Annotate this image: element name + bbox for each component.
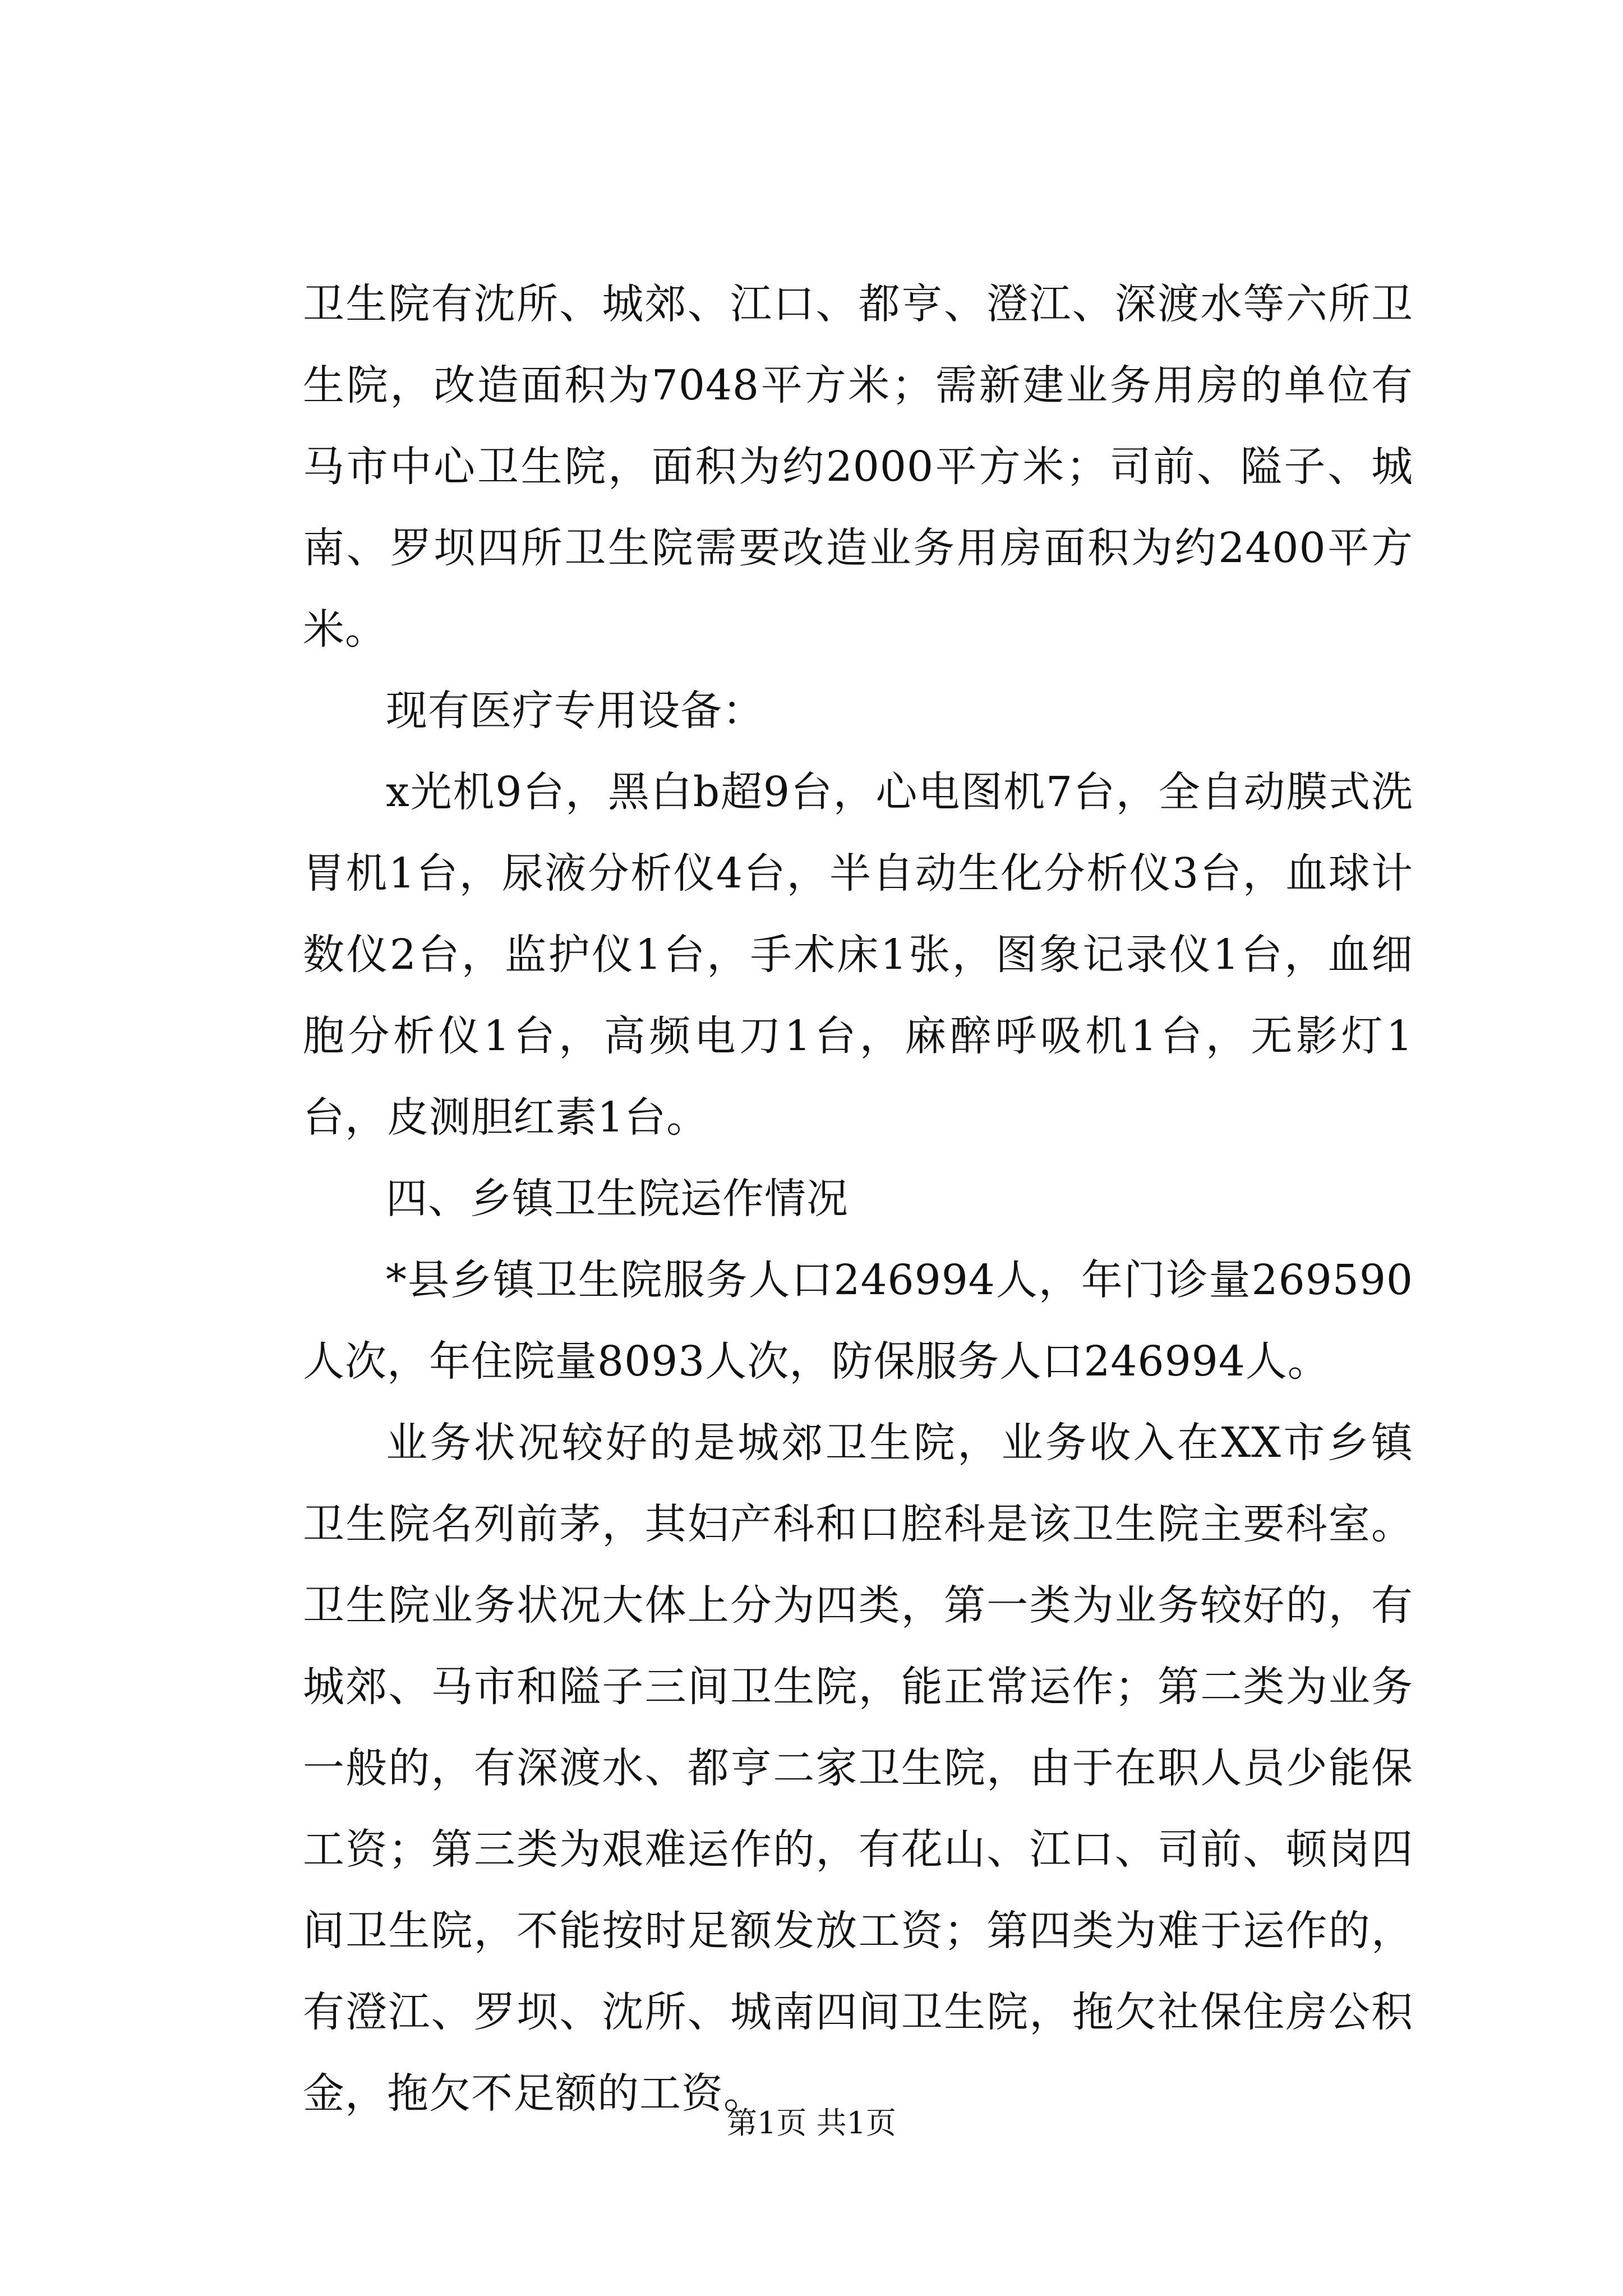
paragraph-equipment-heading: 现有医疗专用设备：: [386, 687, 764, 735]
section-heading-operations: 四、乡镇卫生院运作情况: [386, 1175, 849, 1223]
page-footer: 第1页 共1页: [727, 2105, 896, 2141]
paragraph-equipment-list: x光机9台，黑白b超9台，心电图机7台，全自动膜式洗胃机1台，尿液分析仪4台，半自动生化分析仪3台，血球计数仪2台，监护仪1台，手术床1张，图象记录仪1台，血细胞分析仪1台，高频电刀1台，麻醉呼吸机1台，无影灯1台，皮测胆红素1台。: [303, 768, 1413, 1142]
paragraph-business-status: 业务状况较好的是城郊卫生院，业务收入在XX市乡镇卫生院名列前茅，其妇产科和口腔科是该卫生院主要科室。卫生院业务状况大体上分为四类，第一类为业务较好的，有城郊、马市和隘子三间卫生院，能正常运作；第二类为业务一般的，有深渡水、都亨二家卫生院，由于在职人员少能保工资；第三类为艰难运作的，有花山、江口、司前、顿岗四间卫生院，不能按时足额发放工资；第四类为难于运作的，有澄江、罗坝、沈所、城南四间卫生院，拖欠社保住房公积金，拖欠不足额的工资。: [303, 1419, 1413, 2118]
document-body: [303, 264, 1413, 2134]
paragraph-service-stats: *县乡镇卫生院服务人口246994人，年门诊量269590人次，年住院量8093人次，防保服务人口246994人。: [303, 1256, 1413, 1386]
paragraph-renovation: 卫生院有沈所、城郊、江口、都亨、澄江、深渡水等六所卫生院，改造面积为7048平方米；需新建业务用房的单位有马市中心卫生院，面积为约2000平方米；司前、隘子、城南、罗坝四所卫生院需要改造业务用房面积为约2400平方米。: [303, 280, 1413, 654]
